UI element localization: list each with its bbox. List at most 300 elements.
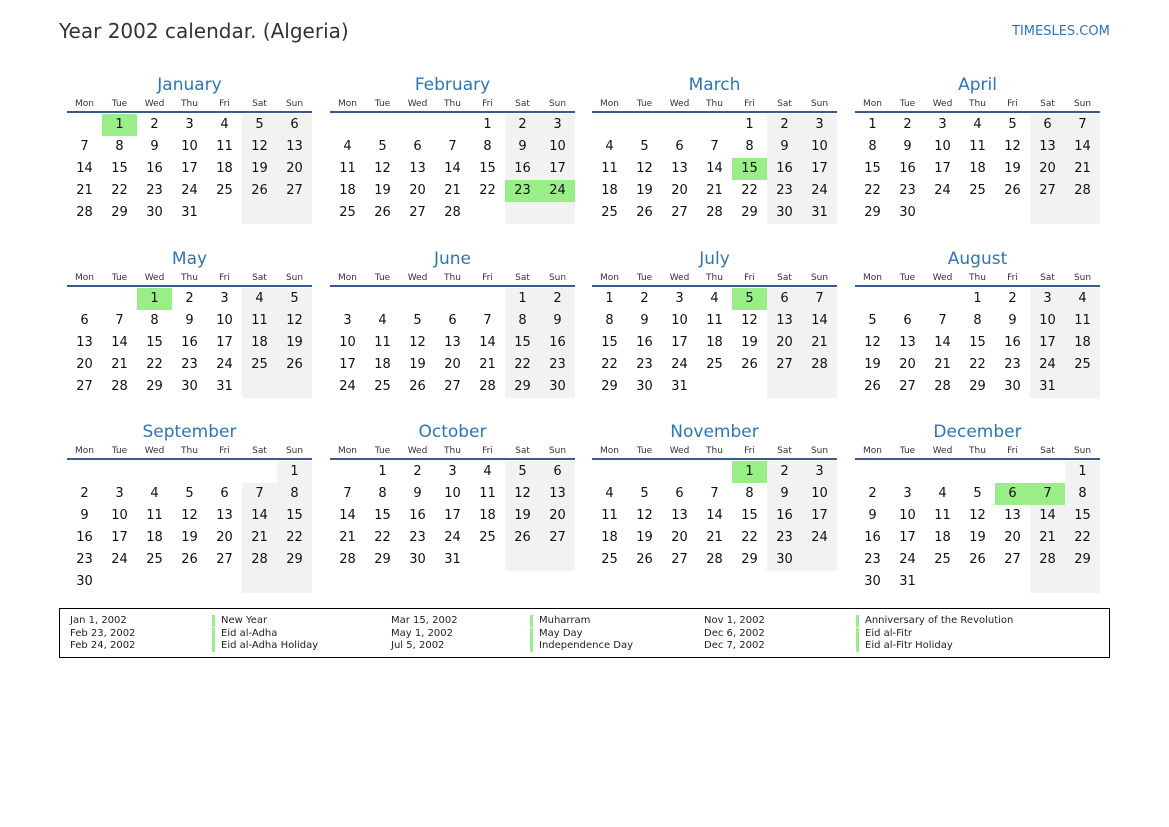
day-cell: 16: [1004, 335, 1021, 350]
weekday-label: Sun: [285, 99, 304, 109]
day-cell: 24: [181, 183, 198, 198]
weekday-label: Tue: [374, 99, 391, 109]
weekday-label: Tue: [899, 99, 916, 109]
day-cell: 16: [181, 335, 198, 350]
weekday-label: Thu: [969, 446, 986, 456]
weekday-header: [592, 271, 837, 287]
day-cell: 7: [802, 288, 837, 310]
weekday-label: Fri: [1007, 446, 1018, 456]
day-cell: 23: [146, 183, 163, 198]
day-cell: 23: [505, 180, 540, 202]
day-cell: 16: [146, 161, 163, 176]
day-cell: 6: [540, 461, 575, 483]
empty-cell: [365, 114, 400, 136]
day-cell: 31: [444, 552, 461, 567]
day-cell: 18: [339, 183, 356, 198]
day-cell: 4: [483, 464, 492, 479]
day-cell: 3: [540, 114, 575, 136]
day-cell: 10: [339, 335, 356, 350]
day-cell: 10: [802, 136, 837, 158]
weekday-label: Tue: [374, 273, 391, 283]
empty-cell: [277, 376, 312, 398]
month-name: October: [418, 422, 487, 442]
day-cell: 9: [868, 508, 877, 523]
weekday-label: Sat: [515, 446, 530, 456]
day-cell: 24: [111, 552, 128, 567]
empty-cell: [995, 202, 1030, 224]
day-cell: 14: [802, 310, 837, 332]
day-cell: 14: [242, 505, 277, 527]
day-cell: 1: [868, 117, 877, 132]
day-cell: 22: [864, 183, 881, 198]
empty-cell: [330, 461, 365, 483]
weekday-label: Fri: [219, 99, 230, 109]
day-cell: 8: [973, 313, 982, 328]
empty-cell: [435, 288, 470, 310]
month-december: [855, 421, 1100, 593]
day-cell: 6: [903, 313, 912, 328]
empty-cell: [137, 461, 172, 483]
empty-cell: [592, 114, 627, 136]
empty-cell: [102, 571, 137, 593]
empty-cell: [995, 571, 1030, 593]
day-cell: 5: [868, 313, 877, 328]
day-cell: 5: [185, 486, 194, 501]
day-cell: 30: [76, 574, 93, 589]
weekday-label: Sun: [285, 273, 304, 283]
day-cell: 3: [1030, 288, 1065, 310]
empty-cell: [802, 376, 837, 398]
day-cell: 29: [111, 205, 128, 220]
day-cell: 3: [115, 486, 124, 501]
empty-cell: [732, 376, 767, 398]
weekday-label: Fri: [1007, 273, 1018, 283]
day-cell: 19: [636, 183, 653, 198]
weekday-label: Sat: [252, 446, 267, 456]
empty-cell: [470, 288, 505, 310]
day-cell: 4: [1065, 288, 1100, 310]
day-cell: 14: [706, 161, 723, 176]
day-cell: 5: [732, 288, 767, 310]
day-cell: 6: [448, 313, 457, 328]
weekday-header: [330, 444, 575, 460]
day-cell: 9: [80, 508, 89, 523]
day-cell: 6: [220, 486, 229, 501]
day-cell: 8: [505, 310, 540, 332]
day-cell: 13: [444, 335, 461, 350]
weekday-label: Sat: [777, 446, 792, 456]
day-cell: 18: [934, 530, 951, 545]
day-cell: 12: [1004, 139, 1021, 154]
day-cell: 13: [540, 483, 575, 505]
day-cell: 22: [741, 530, 758, 545]
day-cell: 15: [732, 158, 767, 180]
weekday-label: Mon: [600, 273, 619, 283]
days-grid: [855, 461, 1100, 593]
day-cell: 22: [146, 357, 163, 372]
day-cell: 29: [741, 205, 758, 220]
day-cell: 9: [767, 136, 802, 158]
empty-cell: [242, 461, 277, 483]
day-cell: 24: [339, 379, 356, 394]
day-cell: 27: [540, 527, 575, 549]
day-cell: 16: [899, 161, 916, 176]
weekday-label: Wed: [144, 273, 165, 283]
day-cell: 23: [540, 354, 575, 376]
day-cell: 21: [444, 183, 461, 198]
day-cell: 7: [483, 313, 492, 328]
day-cell: 16: [767, 158, 802, 180]
weekday-label: Mon: [600, 446, 619, 456]
weekday-header: [592, 444, 837, 460]
weekday-header: [67, 271, 312, 287]
day-cell: 11: [706, 313, 723, 328]
day-cell: 11: [601, 508, 618, 523]
weekday-label: Sun: [548, 99, 567, 109]
day-cell: 17: [181, 161, 198, 176]
day-cell: 19: [505, 505, 540, 527]
legend-holiday-name: Eid al-Adha: [212, 628, 277, 640]
day-cell: 8: [150, 313, 159, 328]
empty-cell: [925, 461, 960, 483]
day-cell: 30: [540, 376, 575, 398]
day-cell: 12: [741, 313, 758, 328]
empty-cell: [890, 461, 925, 483]
legend-holiday-name: Eid al-Adha Holiday: [212, 640, 318, 652]
day-cell: 6: [995, 483, 1030, 505]
weekday-header: [330, 97, 575, 113]
day-cell: 30: [1004, 379, 1021, 394]
weekday-label: Mon: [75, 273, 94, 283]
empty-cell: [925, 571, 960, 593]
empty-cell: [207, 461, 242, 483]
day-cell: 15: [1065, 505, 1100, 527]
month-name: February: [414, 75, 491, 95]
day-cell: 6: [1030, 114, 1065, 136]
day-cell: 5: [413, 313, 422, 328]
empty-cell: [540, 549, 575, 571]
weekday-label: Mon: [338, 446, 357, 456]
day-cell: 27: [767, 354, 802, 376]
empty-cell: [697, 461, 732, 483]
day-cell: 17: [802, 158, 837, 180]
day-cell: 15: [277, 505, 312, 527]
day-cell: 17: [1030, 332, 1065, 354]
day-cell: 8: [483, 139, 492, 154]
day-cell: 26: [969, 552, 986, 567]
day-cell: 3: [448, 464, 457, 479]
empty-cell: [400, 288, 435, 310]
day-cell: 7: [710, 139, 719, 154]
empty-cell: [592, 461, 627, 483]
site-link[interactable]: TIMESLES.COM: [1012, 24, 1110, 39]
month-name: November: [670, 422, 759, 442]
day-cell: 26: [505, 527, 540, 549]
weekday-label: Sun: [1073, 273, 1092, 283]
day-cell: 10: [671, 313, 688, 328]
day-cell: 2: [767, 114, 802, 136]
day-cell: 26: [409, 379, 426, 394]
day-cell: 28: [934, 379, 951, 394]
day-cell: 27: [899, 379, 916, 394]
day-cell: 22: [741, 183, 758, 198]
weekday-label: Mon: [338, 273, 357, 283]
day-cell: 1: [378, 464, 387, 479]
weekday-label: Tue: [899, 446, 916, 456]
day-cell: 27: [216, 552, 233, 567]
empty-cell: [470, 549, 505, 571]
empty-cell: [242, 571, 277, 593]
day-cell: 13: [277, 136, 312, 158]
day-cell: 15: [146, 335, 163, 350]
weekday-label: Tue: [374, 446, 391, 456]
weekday-label: Mon: [863, 273, 882, 283]
day-cell: 9: [640, 313, 649, 328]
day-cell: 18: [601, 183, 618, 198]
days-grid: [67, 461, 312, 593]
month-may: [67, 248, 312, 398]
empty-cell: [802, 549, 837, 571]
day-cell: 7: [710, 486, 719, 501]
month-name: May: [171, 249, 208, 269]
legend-holiday-name: May Day: [530, 628, 583, 640]
weekday-label: Sat: [252, 99, 267, 109]
empty-cell: [1030, 461, 1065, 483]
day-cell: 15: [741, 508, 758, 523]
day-cell: 22: [374, 530, 391, 545]
day-cell: 20: [409, 183, 426, 198]
day-cell: 10: [216, 313, 233, 328]
day-cell: 3: [938, 117, 947, 132]
day-cell: 9: [1008, 313, 1017, 328]
day-cell: 6: [413, 139, 422, 154]
day-cell: 12: [636, 508, 653, 523]
day-cell: 1: [505, 288, 540, 310]
day-cell: 29: [969, 379, 986, 394]
day-cell: 20: [277, 158, 312, 180]
day-cell: 4: [605, 139, 614, 154]
days-grid: [330, 461, 575, 571]
day-cell: 9: [505, 136, 540, 158]
day-cell: 15: [864, 161, 881, 176]
day-cell: 11: [479, 486, 496, 501]
day-cell: 20: [76, 357, 93, 372]
empty-cell: [330, 114, 365, 136]
legend-holiday-name: Eid al-Fitr: [856, 628, 912, 640]
day-cell: 10: [444, 486, 461, 501]
day-cell: 18: [969, 161, 986, 176]
empty-cell: [67, 114, 102, 136]
empty-cell: [662, 114, 697, 136]
day-cell: 14: [1065, 136, 1100, 158]
month-name: August: [947, 249, 1008, 269]
day-cell: 1: [973, 291, 982, 306]
day-cell: 9: [903, 139, 912, 154]
day-cell: 19: [409, 357, 426, 372]
month-august: [855, 248, 1100, 398]
legend-date: Dec 6, 2002: [704, 627, 765, 639]
weekday-label: Sat: [252, 273, 267, 283]
empty-cell: [207, 202, 242, 224]
page-title: Year 2002 calendar. (Algeria): [59, 19, 349, 43]
day-cell: 1: [745, 117, 754, 132]
empty-cell: [277, 571, 312, 593]
weekday-label: Tue: [636, 446, 653, 456]
empty-cell: [330, 288, 365, 310]
weekday-label: Wed: [407, 446, 428, 456]
empty-cell: [470, 202, 505, 224]
day-cell: 17: [111, 530, 128, 545]
day-cell: 19: [1004, 161, 1021, 176]
day-cell: 7: [448, 139, 457, 154]
empty-cell: [925, 202, 960, 224]
day-cell: 15: [374, 508, 391, 523]
day-cell: 12: [374, 161, 391, 176]
day-cell: 29: [741, 552, 758, 567]
empty-cell: [855, 288, 890, 310]
month-name: June: [433, 249, 472, 269]
empty-cell: [1065, 376, 1100, 398]
day-cell: 19: [277, 332, 312, 354]
day-cell: 25: [339, 205, 356, 220]
day-cell: 2: [150, 117, 159, 132]
day-cell: 25: [242, 354, 277, 376]
day-cell: 8: [378, 486, 387, 501]
day-cell: 4: [710, 291, 719, 306]
days-grid: [330, 288, 575, 398]
day-cell: 2: [185, 291, 194, 306]
day-cell: 28: [444, 205, 461, 220]
day-cell: 4: [973, 117, 982, 132]
day-cell: 25: [601, 552, 618, 567]
day-cell: 26: [636, 205, 653, 220]
empty-cell: [400, 114, 435, 136]
month-march: [592, 74, 837, 224]
day-cell: 17: [934, 161, 951, 176]
day-cell: 2: [540, 288, 575, 310]
day-cell: 9: [413, 486, 422, 501]
day-cell: 19: [636, 530, 653, 545]
day-cell: 20: [671, 530, 688, 545]
day-cell: 29: [1065, 549, 1100, 571]
day-cell: 11: [1065, 310, 1100, 332]
weekday-label: Fri: [744, 99, 755, 109]
day-cell: 19: [741, 335, 758, 350]
weekday-label: Sun: [810, 99, 829, 109]
weekday-label: Sun: [1073, 99, 1092, 109]
day-cell: 7: [1065, 114, 1100, 136]
day-cell: 22: [277, 527, 312, 549]
day-cell: 14: [76, 161, 93, 176]
day-cell: 11: [216, 139, 233, 154]
day-cell: 3: [185, 117, 194, 132]
day-cell: 27: [1004, 552, 1021, 567]
day-cell: 28: [339, 552, 356, 567]
weekday-label: Thu: [706, 99, 723, 109]
day-cell: 20: [899, 357, 916, 372]
day-cell: 5: [1008, 117, 1017, 132]
day-cell: 21: [76, 183, 93, 198]
weekday-header: [855, 444, 1100, 460]
empty-cell: [890, 288, 925, 310]
day-cell: 30: [767, 202, 802, 224]
day-cell: 14: [1030, 505, 1065, 527]
legend-row: [60, 615, 1109, 627]
day-cell: 21: [802, 332, 837, 354]
weekday-label: Mon: [600, 99, 619, 109]
empty-cell: [172, 571, 207, 593]
empty-cell: [435, 114, 470, 136]
day-cell: 28: [479, 379, 496, 394]
empty-cell: [505, 202, 540, 224]
day-cell: 8: [868, 139, 877, 154]
day-cell: 28: [76, 205, 93, 220]
day-cell: 1: [137, 288, 172, 310]
empty-cell: [505, 549, 540, 571]
empty-cell: [627, 114, 662, 136]
day-cell: 2: [505, 114, 540, 136]
day-cell: 14: [934, 335, 951, 350]
day-cell: 17: [671, 335, 688, 350]
day-cell: 3: [802, 461, 837, 483]
day-cell: 15: [969, 335, 986, 350]
day-cell: 3: [343, 313, 352, 328]
day-cell: 18: [242, 332, 277, 354]
weekday-label: Fri: [744, 446, 755, 456]
day-cell: 18: [601, 530, 618, 545]
day-cell: 16: [76, 530, 93, 545]
day-cell: 18: [374, 357, 391, 372]
day-cell: 25: [146, 552, 163, 567]
day-cell: 20: [1030, 158, 1065, 180]
day-cell: 12: [181, 508, 198, 523]
legend-date: Feb 24, 2002: [70, 640, 136, 651]
day-cell: 8: [745, 139, 754, 154]
month-february: [330, 74, 575, 224]
day-cell: 20: [767, 332, 802, 354]
empty-cell: [662, 461, 697, 483]
empty-cell: [1065, 202, 1100, 224]
day-cell: 4: [378, 313, 387, 328]
legend-row: [60, 640, 1109, 652]
weekday-label: Wed: [669, 273, 690, 283]
day-cell: 23: [864, 552, 881, 567]
day-cell: 25: [479, 530, 496, 545]
day-cell: 19: [864, 357, 881, 372]
day-cell: 8: [277, 483, 312, 505]
day-cell: 7: [938, 313, 947, 328]
day-cell: 8: [115, 139, 124, 154]
day-cell: 26: [636, 552, 653, 567]
day-cell: 28: [802, 354, 837, 376]
day-cell: 8: [605, 313, 614, 328]
day-cell: 6: [277, 114, 312, 136]
day-cell: 20: [1004, 530, 1021, 545]
day-cell: 17: [216, 335, 233, 350]
day-cell: 12: [864, 335, 881, 350]
day-cell: 7: [80, 139, 89, 154]
empty-cell: [207, 571, 242, 593]
day-cell: 22: [601, 357, 618, 372]
day-cell: 26: [741, 357, 758, 372]
weekday-label: Sun: [810, 446, 829, 456]
day-cell: 27: [409, 205, 426, 220]
day-cell: 20: [216, 530, 233, 545]
day-cell: 3: [802, 114, 837, 136]
day-cell: 13: [671, 161, 688, 176]
weekday-header: [67, 97, 312, 113]
month-october: [330, 421, 575, 571]
